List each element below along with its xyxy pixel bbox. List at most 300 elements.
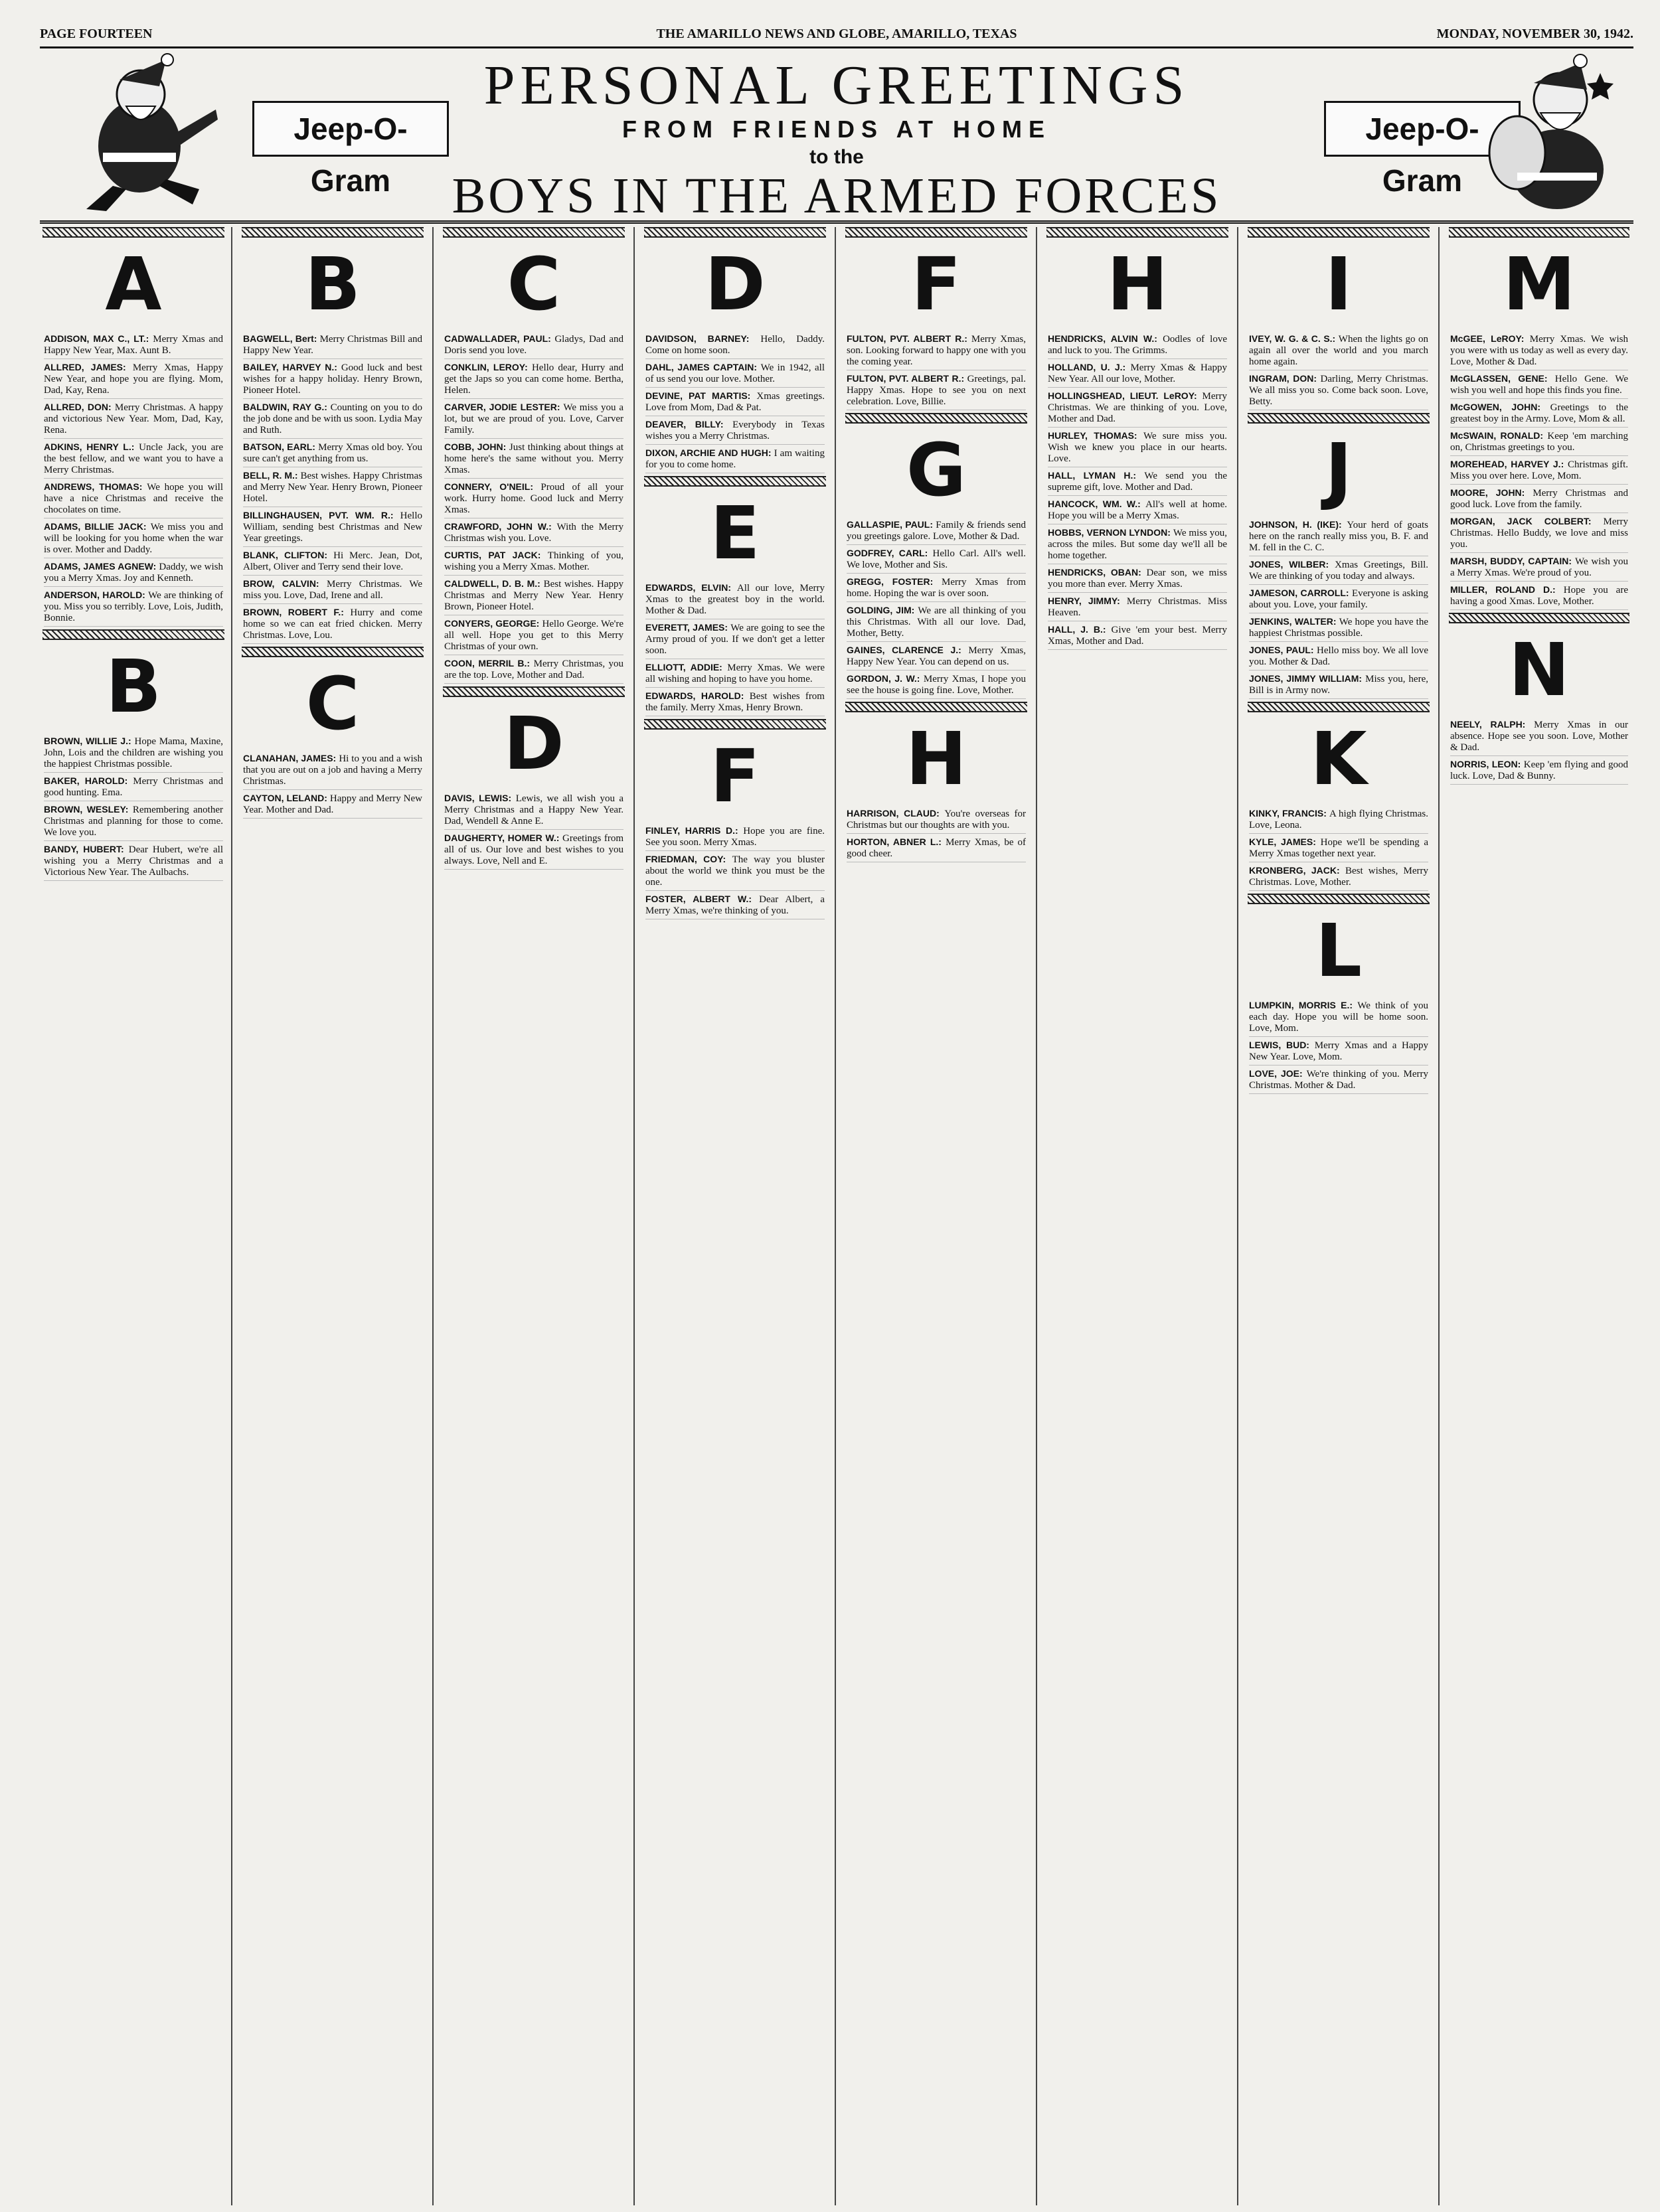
recipient-name: MOREHEAD, HARVEY J.: <box>1450 459 1568 469</box>
recipient-name: HOBBS, VERNON LYNDON: <box>1048 527 1173 538</box>
greeting-entry <box>1450 584 1628 610</box>
greeting-entry <box>444 521 623 547</box>
greeting-entry <box>44 441 223 479</box>
greeting-entry <box>1048 362 1227 388</box>
greeting-entry <box>1450 373 1628 399</box>
recipient-name: HORTON, ABNER L.: <box>847 836 946 847</box>
greeting-text: Xmas Greetings, Bill. We are thinking of you today and always. <box>1249 560 1428 582</box>
greeting-text: Proud of all your work. Hurry home. Good luck and Merry Xmas. <box>444 482 624 515</box>
greeting-entry <box>1249 673 1428 699</box>
greeting-entry <box>1048 333 1227 359</box>
greeting-entry <box>645 419 825 445</box>
recipient-name: ANDERSON, HAROLD: <box>44 590 149 600</box>
recipient-name: HOLLAND, U. J.: <box>1048 362 1131 372</box>
recipient-name: BROWN, WILLIE J.: <box>44 736 135 746</box>
recipient-name: ELLIOTT, ADDIE: <box>645 662 728 672</box>
greeting-text: Dear Albert, a Merry Xmas, we're thinking of you. <box>645 894 825 916</box>
recipient-name: CALDWELL, D. B. M.: <box>444 578 544 589</box>
recipient-name: KRONBERG, JACK: <box>1249 865 1345 876</box>
recipient-name: MORGAN, JACK COLBERT: <box>1450 516 1604 526</box>
headline-to-the: to the <box>809 146 864 168</box>
greeting-text: We miss you, across the miles. But some day we'll all be home together. <box>1048 528 1227 561</box>
recipient-name: BELL, R. M.: <box>243 470 301 481</box>
recipient-name: COON, MERRIL B.: <box>444 658 534 669</box>
section-letter: H <box>1106 242 1169 327</box>
greeting-text: We are thinking of you. Miss you so terribly. Love, Lois, Judith, Bonnie. <box>44 590 223 623</box>
greeting-entry <box>847 673 1026 699</box>
greeting-entry <box>444 793 623 830</box>
greeting-entry <box>243 362 422 399</box>
greeting-text: Merry Xmas, Happy New Year, and hope you are flying. Mom, Dad, Kay, Rena. <box>44 362 223 396</box>
recipient-name: McGLASSEN, GENE: <box>1450 373 1555 384</box>
greeting-entry <box>44 521 223 558</box>
recipient-name: CLANAHAN, JAMES: <box>243 753 339 763</box>
greeting-entry <box>1048 624 1227 650</box>
section-letter: F <box>911 242 961 327</box>
greeting-entry <box>1249 808 1428 834</box>
greeting-entry <box>1450 759 1628 785</box>
greeting-text: Uncle Jack, you are the best fellow, and we want you to have a Merry Christmas. <box>44 442 223 475</box>
greeting-text: Merry Xmas and a Happy New Year. Love, Mom. <box>1249 1040 1428 1062</box>
section-divider <box>1449 227 1629 238</box>
greeting-entry <box>645 894 825 919</box>
santa-with-sack-icon <box>1481 53 1633 212</box>
greeting-entry <box>847 373 1026 410</box>
greeting-entry <box>1450 333 1628 370</box>
greeting-text: We hope you have the happiest Christmas possible. <box>1249 617 1428 639</box>
recipient-name: ANDREWS, THOMAS: <box>44 481 147 492</box>
greeting-text: Just thinking about things at home here's the same without you. Merry Xmas. <box>444 442 624 475</box>
recipient-name: GREGG, FOSTER: <box>847 576 942 587</box>
recipient-name: JONES, JIMMY WILLIAM: <box>1249 673 1366 684</box>
greeting-entry <box>1249 1000 1428 1037</box>
headline-from-friends: FROM FRIENDS AT HOME <box>622 116 1051 143</box>
section-letter: C <box>305 661 360 746</box>
greeting-text: Merry Christmas. We miss you. Love, Dad, Irene and all. <box>243 579 422 601</box>
greeting-entry <box>645 662 825 688</box>
greeting-entry <box>1249 1040 1428 1066</box>
recipient-name: LEWIS, BUD: <box>1249 1040 1315 1050</box>
greeting-entry <box>44 402 223 439</box>
greeting-text: Hello Gene. We wish you well and hope this finds you fine. <box>1450 374 1628 396</box>
greeting-text: We are going to see the Army proud of you. If we don't get a letter soon. <box>645 623 825 656</box>
section-letter: F <box>710 734 760 819</box>
recipient-name: NEELY, RALPH: <box>1450 719 1535 730</box>
greeting-entry <box>1450 516 1628 553</box>
greeting-entry <box>44 561 223 587</box>
recipient-name: KINKY, FRANCIS: <box>1249 808 1329 819</box>
greetings-column <box>843 227 1030 2205</box>
section-letter: B <box>106 644 161 729</box>
greeting-entry <box>243 333 422 359</box>
recipient-name: BAGWELL, Bert: <box>243 333 320 344</box>
section-letter: I <box>1325 242 1353 327</box>
greeting-entry <box>44 481 223 518</box>
greeting-text: Hi Merc. Jean, Dot, Albert, Oliver and Terry send their love. <box>243 550 422 572</box>
headline-personal-greetings: PERSONAL GREETINGS <box>483 54 1190 116</box>
recipient-name: ALLRED, DON: <box>44 402 115 412</box>
greeting-text: Merry Xmas, I hope you see the house is going fine. Love, Mother. <box>847 674 1026 696</box>
recipient-name: HENDRICKS, OBAN: <box>1048 567 1147 578</box>
greeting-entry <box>444 578 623 615</box>
recipient-name: CONNERY, O'NEIL: <box>444 481 541 492</box>
section-letter: L <box>1315 908 1363 993</box>
recipient-name: GORDON, J. W.: <box>847 673 924 684</box>
recipient-name: CONKLIN, LEROY: <box>444 362 532 372</box>
greeting-text: Best wishes from the family. Merry Xmas, Henry Brown. <box>645 691 825 713</box>
greeting-entry <box>444 832 623 870</box>
greeting-text: Keep 'em flying and good luck. Love, Dad & Bunny. <box>1450 759 1629 781</box>
recipient-name: GALLASPIE, PAUL: <box>847 519 936 530</box>
recipient-name: ADAMS, BILLIE JACK: <box>44 521 151 532</box>
greeting-text: Counting on you to do the job done and be with us soon. Lydia May and Ruth. <box>243 402 422 435</box>
recipient-name: HALL, J. B.: <box>1048 624 1112 635</box>
greeting-text: Christmas gift. Miss you over here. Love, Mom. <box>1450 459 1629 481</box>
section-divider <box>1248 227 1430 238</box>
greeting-text: Everybody in Texas wishes you a Merry Christmas. <box>645 420 825 441</box>
section-letter: N <box>1508 627 1570 712</box>
greeting-text: We miss you a lot, but we are proud of you. Love, Carver Family. <box>444 402 623 435</box>
greeting-entry <box>444 618 623 655</box>
section-divider <box>1248 413 1430 424</box>
recipient-name: JONES, WILBER: <box>1249 559 1335 570</box>
greeting-entry <box>243 793 422 819</box>
greeting-entry <box>1249 333 1428 370</box>
section-divider <box>42 629 224 640</box>
recipient-name: BILLINGHAUSEN, PVT. WM. R.: <box>243 510 400 520</box>
greeting-text: Merry Christmas and good luck. Love from the family. <box>1450 488 1628 510</box>
greeting-entry <box>444 333 623 359</box>
column-rule <box>835 227 836 2205</box>
greeting-entry <box>444 550 623 576</box>
greeting-entry <box>44 590 223 627</box>
recipient-name: JENKINS, WALTER: <box>1249 616 1339 627</box>
recipient-name: CADWALLADER, PAUL: <box>444 333 555 344</box>
greeting-text: Thinking of you, wishing you a Merry Xmas. Mother. <box>444 550 623 572</box>
recipient-name: HOLLINGSHEAD, LIEUT. LeROY: <box>1048 390 1203 401</box>
greeting-text: We're thinking of you. Merry Christmas. Mother & Dad. <box>1249 1069 1428 1091</box>
recipient-name: BAILEY, HARVEY N.: <box>243 362 341 372</box>
greeting-text: I am waiting for you to come home. <box>645 448 825 470</box>
greeting-entry <box>1249 588 1428 613</box>
greeting-entry <box>44 804 223 841</box>
recipient-name: EDWARDS, ELVIN: <box>645 582 737 593</box>
greeting-text: Merry Christmas. Hello Buddy, we love and miss you. <box>1450 516 1628 550</box>
recipient-name: HENRY, JIMMY: <box>1048 595 1127 606</box>
greeting-entry <box>1048 595 1227 621</box>
recipient-name: LUMPKIN, MORRIS E.: <box>1249 1000 1358 1010</box>
recipient-name: JOHNSON, H. (IKE): <box>1249 519 1347 530</box>
recipient-name: BROWN, WESLEY: <box>44 804 133 815</box>
column-rule <box>1438 227 1440 2205</box>
greetings-column <box>641 227 829 2205</box>
greeting-text: Merry Xmas in our absence. Hope see you soon. Love, Mother & Dad. <box>1450 720 1628 753</box>
greeting-text: Miss you, here, Bill is in Army now. <box>1249 674 1428 696</box>
greeting-text: Merry Xmas, Happy New Year. You can depend on us. <box>847 645 1026 667</box>
greetings-column <box>440 227 627 2205</box>
greeting-text: Hello, Daddy. Come on home soon. <box>645 334 825 356</box>
greeting-text: We think of you each day. Hope you will be home soon. Love, Mom. <box>1249 1000 1428 1034</box>
recipient-name: ALLRED, JAMES: <box>44 362 133 372</box>
greeting-text: The way you bluster about the world we think you must be the one. <box>645 854 825 888</box>
greetings-column <box>1245 227 1432 2205</box>
section-divider <box>1449 613 1629 623</box>
greeting-entry <box>444 362 623 399</box>
recipient-name: LOVE, JOE: <box>1249 1068 1307 1079</box>
jeep-o-gram-badge-left: Jeep-O-Gram <box>252 101 449 157</box>
section-divider <box>242 227 424 238</box>
recipient-name: FINLEY, HARRIS D.: <box>645 825 744 836</box>
greeting-text: Best wishes. Happy Christmas and Merry New Year. Henry Brown, Pioneer Hotel. <box>243 471 422 504</box>
recipient-name: BANDY, HUBERT: <box>44 844 129 854</box>
greeting-entry <box>847 605 1026 642</box>
greeting-text: Best wishes. Happy Christmas and Merry New Year. Henry Brown, Pioneer Hotel. <box>444 579 624 612</box>
section-letter: A <box>105 242 162 327</box>
greeting-entry <box>444 441 623 479</box>
greeting-entry <box>1249 1068 1428 1094</box>
greeting-entry <box>847 808 1026 834</box>
recipient-name: BROWN, ROBERT F.: <box>243 607 351 617</box>
greeting-entry <box>1048 567 1227 593</box>
greeting-entry <box>1048 527 1227 564</box>
column-rule <box>1237 227 1238 2205</box>
greeting-entry <box>243 607 422 644</box>
recipient-name: COBB, JOHN: <box>444 441 509 452</box>
column-rule <box>231 227 232 2205</box>
recipient-name: BALDWIN, RAY G.: <box>243 402 331 412</box>
greeting-text: Merry Xmas and Happy New Year, Max. Aunt B. <box>44 334 223 356</box>
greeting-entry <box>243 753 422 790</box>
recipient-name: CRAWFORD, JOHN W.: <box>444 521 557 532</box>
greeting-text: Your herd of goats here on the ranch really miss you, B. F. and M. fell in the C. C. <box>1249 520 1428 553</box>
greeting-entry <box>44 775 223 801</box>
section-letter: E <box>710 491 760 576</box>
greeting-entry <box>645 582 825 619</box>
greeting-text: Daddy, we wish you a Merry Xmas. Joy and Kenneth. <box>44 562 224 584</box>
section-divider <box>845 702 1027 712</box>
recipient-name: HANCOCK, WM. W.: <box>1048 499 1146 509</box>
recipient-name: DAUGHERTY, HOMER W.: <box>444 832 563 843</box>
greeting-text: Merry Xmas. We wish you were with us today as well as every day. Love, Mother & Dad. <box>1450 334 1629 367</box>
greeting-entry <box>645 825 825 851</box>
greeting-text: Darling, Merry Christmas. We all miss you so. Come back soon. Love, Betty. <box>1249 374 1429 407</box>
paper-name: THE AMARILLO NEWS AND GLOBE, AMARILLO, TEXAS <box>656 27 1017 41</box>
greetings-column <box>239 227 426 2205</box>
section-divider <box>644 227 826 238</box>
section-letter: D <box>503 701 564 786</box>
greeting-text: We send you the supreme gift, love. Mother and Dad. <box>1048 471 1227 493</box>
greeting-text: Merry Christmas. Miss Heaven. <box>1048 596 1227 618</box>
greeting-text: Merry Xmas, son. Looking forward to happy one with you the coming year. <box>847 334 1026 367</box>
issue-date: MONDAY, NOVEMBER 30, 1942. <box>1436 27 1633 41</box>
column-rule <box>1036 227 1037 2205</box>
recipient-name: BAKER, HAROLD: <box>44 775 133 786</box>
greeting-text: Merry Christmas and good hunting. Ema. <box>44 776 224 798</box>
greeting-text: We hope you will have a nice Christmas and receive the chocolates on time. <box>44 482 223 515</box>
section-divider <box>1248 702 1430 712</box>
greeting-text: Hope Mama, Maxine, John, Lois and the children are wishing you the happiest Christmas possible. <box>44 736 223 769</box>
recipient-name: CAYTON, LELAND: <box>243 793 330 803</box>
recipient-name: BROW, CALVIN: <box>243 578 327 589</box>
recipient-name: BATSON, EARL: <box>243 441 319 452</box>
greeting-text: Merry Christmas, you are the top. Love, Mother and Dad. <box>444 659 623 680</box>
jeep-o-gram-badge-right: Jeep-O-Gram <box>1324 101 1521 157</box>
headline-boys-in-forces: BOYS IN THE ARMED FORCES <box>452 168 1222 224</box>
recipient-name: MILLER, ROLAND D.: <box>1450 584 1564 595</box>
greeting-entry <box>1048 499 1227 524</box>
recipient-name: DAHL, JAMES CAPTAIN: <box>645 362 761 372</box>
greeting-text: With the Merry Christmas wish you. Love. <box>444 522 623 544</box>
greeting-entry <box>243 578 422 604</box>
section-divider <box>1046 227 1228 238</box>
section-letter: K <box>1310 716 1367 801</box>
section-divider <box>1248 894 1430 904</box>
column-rule <box>633 227 635 2205</box>
recipient-name: DAVIDSON, BARNEY: <box>645 333 761 344</box>
recipient-name: KYLE, JAMES: <box>1249 836 1321 847</box>
recipient-name: DEVINE, PAT MARTIS: <box>645 390 757 401</box>
recipient-name: HALL, LYMAN H.: <box>1048 470 1145 481</box>
greeting-entry <box>1249 519 1428 556</box>
greeting-text: Merry Christmas. A happy and victorious New Year. Mom, Dad, Kay, Rena. <box>44 402 224 435</box>
greeting-text: Hello Carl. All's well. We love, Mother and Sis. <box>847 548 1027 570</box>
recipient-name: CARVER, JODIE LESTER: <box>444 402 564 412</box>
greeting-entry <box>1048 390 1227 428</box>
greeting-entry <box>1249 616 1428 642</box>
greeting-text: Gladys, Dad and Doris send you love. <box>444 334 623 356</box>
greeting-entry <box>847 645 1026 671</box>
recipient-name: HARRISON, CLAUD: <box>847 808 945 819</box>
greeting-entry <box>1450 402 1628 428</box>
recipient-name: ADDISON, MAX C., LT.: <box>44 333 153 344</box>
greetings-column <box>40 227 227 2205</box>
greeting-text: We in 1942, all of us send you our love. Mother. <box>645 362 825 384</box>
greeting-text: Oodles of love and luck to you. The Grimms. <box>1048 334 1227 356</box>
greeting-text: All our love, Merry Xmas to the greatest boy in the world. Mother & Dad. <box>645 583 825 616</box>
greeting-entry <box>44 362 223 399</box>
greeting-entry <box>243 441 422 467</box>
recipient-name: IVEY, W. G. & C. S.: <box>1249 333 1339 344</box>
greeting-entry <box>645 362 825 388</box>
recipient-name: FOSTER, ALBERT W.: <box>645 894 760 904</box>
greeting-text: Hello William, sending best Christmas and New Year greetings. <box>243 511 422 544</box>
recipient-name: CONYERS, GEORGE: <box>444 618 542 629</box>
greeting-entry <box>1450 430 1628 456</box>
section-letter: J <box>1325 428 1353 513</box>
masthead <box>40 48 1633 224</box>
recipient-name: McSWAIN, RONALD: <box>1450 430 1548 441</box>
greeting-text: Lewis, we all wish you a Merry Christmas and a Happy New Year. Dad, Wendell & Anne E. <box>444 793 623 827</box>
greeting-entry <box>847 836 1026 862</box>
section-letter: B <box>305 242 361 327</box>
greeting-entry <box>1249 865 1428 891</box>
greeting-text: We are all thinking of you this Christmas. With all our love. Dad, Mother, Betty. <box>847 605 1027 639</box>
greeting-entry <box>444 481 623 518</box>
section-letter: H <box>905 716 967 801</box>
greeting-entry <box>1048 470 1227 496</box>
greeting-entry <box>1249 645 1428 671</box>
section-divider <box>644 719 826 730</box>
greeting-text: We sure miss you. Wish we knew you place in our hearts. Love. <box>1048 431 1227 464</box>
greeting-text: Hello George. We're all well. Hope you get to this Merry Christmas of your own. <box>444 619 623 652</box>
greetings-column <box>1446 227 1632 2205</box>
recipient-name: GAINES, CLARENCE J.: <box>847 645 969 655</box>
greeting-entry <box>847 576 1026 602</box>
greeting-text: All's well at home. Hope you will be a Merry Xmas. <box>1048 499 1227 521</box>
greeting-entry <box>847 519 1026 545</box>
section-divider <box>42 227 224 238</box>
greeting-text: Greetings, pal. Happy Xmas. Hope to see you on next celebration. Love, Billie. <box>847 374 1027 407</box>
greeting-text: Xmas greetings. Love from Mom, Dad & Pat. <box>645 391 825 413</box>
greeting-text: Greetings to the greatest boy in the Army. Love, Mom & all. <box>1450 402 1628 424</box>
recipient-name: HENDRICKS, ALVIN W.: <box>1048 333 1163 344</box>
greeting-text: Hello dear, Hurry and get the Japs so you can come home. Bertha, Helen. <box>444 362 623 396</box>
recipient-name: INGRAM, DON: <box>1249 373 1321 384</box>
recipient-name: JAMESON, CARROLL: <box>1249 588 1352 598</box>
greeting-text: Happy and Merry New Year. Mother and Dad. <box>243 793 422 815</box>
greeting-text: Hello miss boy. We all love you. Mother & Dad. <box>1249 645 1428 667</box>
recipient-name: EVERETT, JAMES: <box>645 622 731 633</box>
greeting-text: Merry Xmas, be of good cheer. <box>847 837 1026 859</box>
recipient-name: NORRIS, LEON: <box>1450 759 1524 769</box>
greeting-text: We miss you and will be looking for you home when the war is over. Mother and Daddy. <box>44 522 223 555</box>
greeting-entry <box>44 333 223 359</box>
greeting-text: Hope you are fine. See you soon. Merry Xmas. <box>645 826 825 848</box>
section-divider <box>242 647 424 657</box>
greeting-text: Keep 'em marching on, Christmas greetings to you. <box>1450 431 1628 453</box>
section-divider <box>443 686 625 697</box>
greeting-text: Merry Xmas. We were all wishing and hoping to have you home. <box>645 663 825 684</box>
greeting-entry <box>645 622 825 659</box>
greeting-text: Dear Hubert, we're all wishing you a Merry Christmas and a Victorious New Year. The Aulbachs. <box>44 844 223 878</box>
greeting-entry <box>645 854 825 891</box>
greeting-text: Give 'em your best. Merry Xmas, Mother and Dad. <box>1048 625 1227 647</box>
greeting-text: Greetings from all of us. Our love and best wishes to you always. Love, Nell and E. <box>444 833 624 866</box>
greeting-text: We wish you a Merry Xmas. We're proud of you. <box>1450 556 1628 578</box>
recipient-name: GOLDING, JIM: <box>847 605 918 615</box>
greeting-entry <box>1450 487 1628 513</box>
greeting-text: Everyone is asking about you. Love, your family. <box>1249 588 1429 610</box>
greeting-entry <box>645 333 825 359</box>
section-letter: D <box>705 242 766 327</box>
greeting-text: Hope you are having a good Xmas. Love, Mother. <box>1450 585 1628 607</box>
greeting-entry <box>243 402 422 439</box>
greeting-entry <box>645 390 825 416</box>
section-divider <box>443 227 625 238</box>
recipient-name: MARSH, BUDDY, CAPTAIN: <box>1450 556 1575 566</box>
greeting-entry <box>444 402 623 439</box>
greeting-text: Remembering another Christmas and planning for those to come. We love you. <box>44 805 223 838</box>
recipient-name: MOORE, JOHN: <box>1450 487 1533 498</box>
recipient-name: FULTON, PVT. ALBERT R.: <box>847 373 967 384</box>
greeting-entry <box>243 470 422 507</box>
recipient-name: DEAVER, BILLY: <box>645 419 733 430</box>
greeting-entry <box>1048 430 1227 467</box>
greeting-entry <box>1450 556 1628 582</box>
greeting-entry <box>44 736 223 773</box>
greeting-text: Good luck and best wishes for a happy holiday. Henry Brown, Pioneer Hotel. <box>243 362 422 396</box>
greeting-text: Merry Xmas & Happy New Year. All our love, Mother. <box>1048 362 1227 384</box>
greeting-entry <box>1450 719 1628 756</box>
page-label: PAGE FOURTEEN <box>40 27 153 41</box>
greeting-entry <box>645 447 825 473</box>
greeting-text: When the lights go on again all over the world and you march home again. <box>1249 334 1428 367</box>
recipient-name: McGEE, LeROY: <box>1450 333 1530 344</box>
greeting-text: Family & friends send you greetings galore. Love, Mother & Dad. <box>847 520 1026 542</box>
section-divider <box>644 476 826 487</box>
recipient-name: FULTON, PVT. ALBERT R.: <box>847 333 971 344</box>
greeting-entry <box>44 844 223 881</box>
